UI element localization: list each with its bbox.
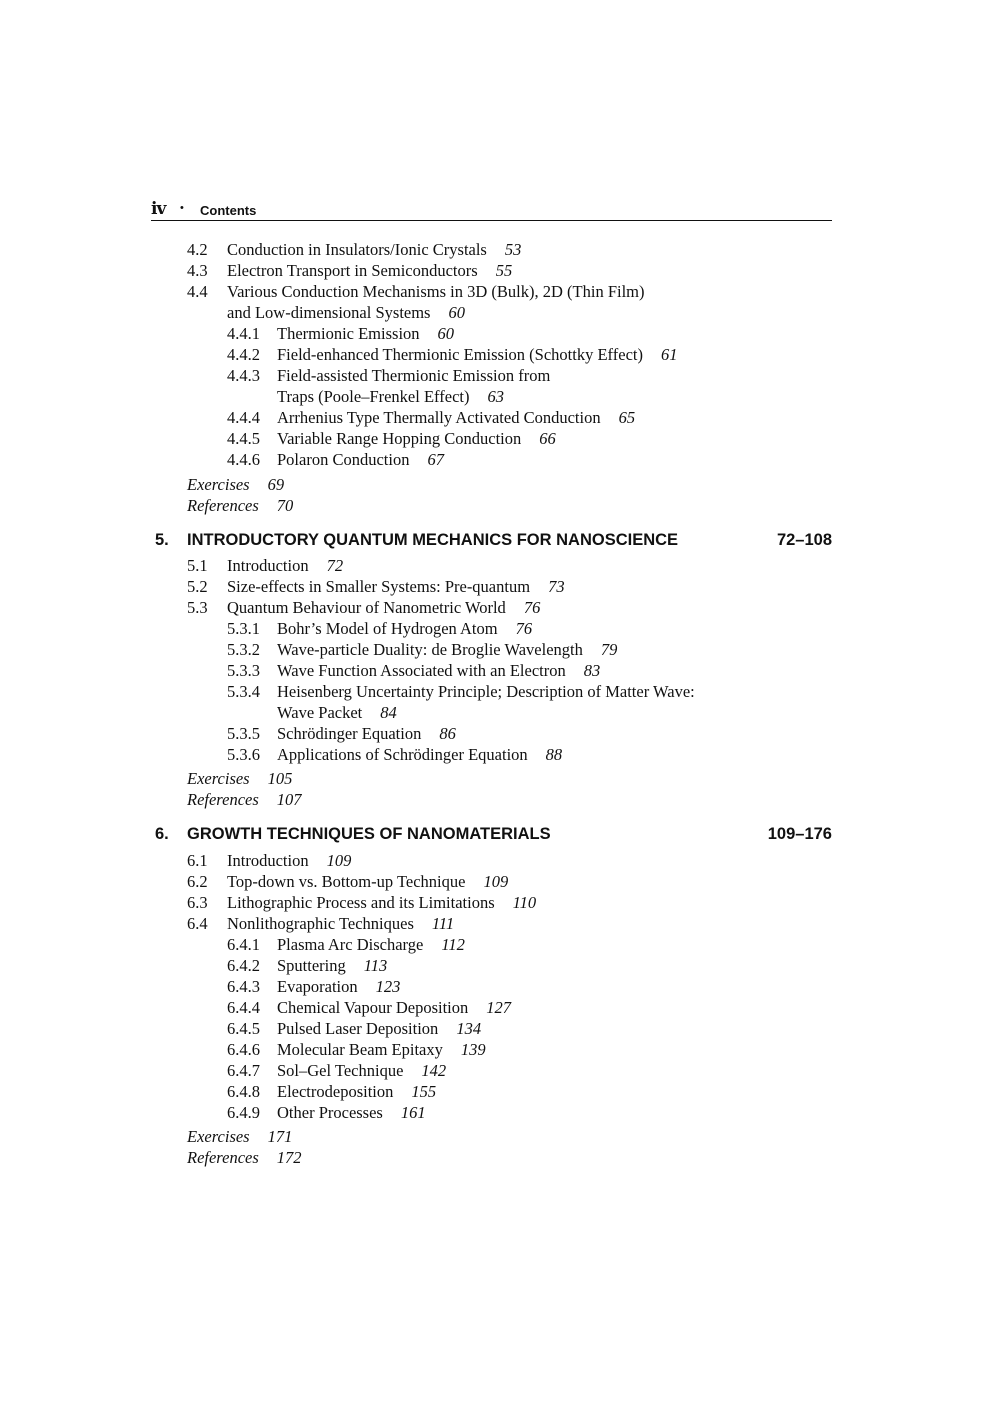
entry-title: Wave-particle Duality: de Broglie Wavelength [277, 640, 583, 659]
references-label: References [187, 790, 259, 809]
toc-entry[interactable] [187, 597, 540, 618]
entry-page: 109 [483, 872, 509, 891]
entry-title: Variable Range Hopping Conduction [277, 429, 522, 448]
toc-subentry[interactable] [227, 976, 400, 997]
header-title: Contents [200, 203, 257, 218]
toc-subentry[interactable] [227, 1081, 436, 1102]
entry-page: 112 [441, 935, 465, 954]
entry-title: Applications of Schrödinger Equation [277, 745, 528, 764]
toc-subentry[interactable] [227, 428, 556, 449]
entry-page: 88 [545, 745, 563, 764]
entry-page: 76 [515, 619, 533, 638]
entry-title: Top-down vs. Bottom-up Technique [227, 872, 466, 891]
entry-number: 4.4.5 [227, 429, 260, 448]
toc-exercises[interactable] [187, 474, 284, 495]
chapter-title: GROWTH TECHNIQUES OF NANOMATERIALS [187, 825, 551, 843]
entry-title: Introduction [227, 556, 309, 575]
entry-number: 6.4.2 [227, 956, 260, 975]
chapter-number: 5. [155, 531, 169, 549]
entry-title: Polaron Conduction [277, 450, 410, 469]
entry-page: 134 [456, 1019, 482, 1038]
entry-title: Pulsed Laser Deposition [277, 1019, 439, 1038]
toc-entry[interactable] [187, 576, 565, 597]
toc-subentry[interactable] [227, 449, 444, 470]
chapter-number: 6. [155, 825, 169, 843]
entry-title: Introduction [227, 851, 309, 870]
entry-page: 123 [375, 977, 401, 996]
entry-title: Bohr’s Model of Hydrogen Atom [277, 619, 498, 638]
entry-number: 6.2 [187, 872, 208, 891]
toc-entry[interactable] [187, 260, 512, 281]
toc-entry-continuation[interactable] [277, 702, 397, 723]
chapter-page-range: 109–176 [767, 825, 832, 843]
toc-subentry[interactable] [227, 744, 562, 765]
entry-page: 60 [448, 303, 465, 322]
toc-subentry[interactable] [227, 681, 695, 702]
entry-title: Other Processes [277, 1103, 383, 1122]
page-header [151, 199, 832, 221]
toc-subentry[interactable] [227, 618, 532, 639]
toc-entry[interactable] [187, 913, 454, 934]
entry-number: 6.4.9 [227, 1103, 260, 1122]
toc-entry[interactable] [187, 871, 508, 892]
entry-page: 61 [660, 345, 678, 364]
entry-title: Field-assisted Thermionic Emission from [277, 366, 551, 385]
entry-title-cont: and Low-dimensional Systems [227, 303, 431, 322]
entry-title: Wave Function Associated with an Electron [277, 661, 566, 680]
toc-entry-continuation[interactable] [277, 386, 504, 407]
toc-subentry[interactable] [227, 1018, 481, 1039]
entry-number: 5.3.3 [227, 661, 260, 680]
entry-title: Schrödinger Equation [277, 724, 422, 743]
toc-references[interactable] [187, 1147, 302, 1168]
entry-number: 4.4.4 [227, 408, 260, 427]
exercises-page: 69 [267, 475, 285, 494]
toc-entry[interactable] [187, 281, 645, 302]
entry-page: 110 [512, 893, 537, 912]
entry-title: Molecular Beam Epitaxy [277, 1040, 443, 1059]
entry-page: 67 [427, 450, 444, 469]
entry-title: Evaporation [277, 977, 358, 996]
entry-number: 6.4.4 [227, 998, 260, 1017]
exercises-page: 171 [267, 1127, 293, 1146]
entry-page: 111 [431, 914, 455, 933]
entry-number: 5.1 [187, 556, 208, 575]
header-page-number: iv [151, 199, 166, 219]
toc-subentry[interactable] [227, 955, 387, 976]
entry-number: 5.2 [187, 577, 208, 596]
toc-subentry[interactable] [227, 997, 511, 1018]
entry-number: 6.4.5 [227, 1019, 260, 1038]
entry-page: 86 [439, 724, 456, 743]
entry-number: 4.4.1 [227, 324, 260, 343]
entry-page: 161 [400, 1103, 426, 1122]
entry-number: 6.4.6 [227, 1040, 260, 1059]
entry-title: Various Conduction Mechanisms in 3D (Bulk), 2D (Thin Film) [227, 282, 645, 301]
entry-title: Thermionic Emission [277, 324, 420, 343]
entry-page: 63 [487, 387, 504, 406]
toc-subentry[interactable] [227, 365, 550, 386]
entry-title: Sputtering [277, 956, 346, 975]
entry-number: 5.3.6 [227, 745, 260, 764]
entry-title: Electrodeposition [277, 1082, 394, 1101]
entry-number: 6.4.3 [227, 977, 260, 996]
chapter-title: INTRODUCTORY QUANTUM MECHANICS FOR NANOSCIENCE [187, 531, 679, 549]
entry-number: 6.4.1 [227, 935, 260, 954]
entry-title: Quantum Behaviour of Nanometric World [227, 598, 506, 617]
entry-number: 6.4 [187, 914, 208, 933]
toc-subentry[interactable] [227, 660, 600, 681]
entry-page: 60 [437, 324, 455, 343]
entry-number: 6.3 [187, 893, 208, 912]
toc-exercises[interactable] [187, 768, 292, 789]
entry-number: 5.3.5 [227, 724, 260, 743]
toc-subentry[interactable] [227, 1060, 446, 1081]
toc-entry[interactable] [187, 850, 351, 871]
entry-page: 73 [548, 577, 565, 596]
entry-page: 65 [618, 408, 636, 427]
references-label: References [187, 1148, 259, 1167]
entry-page: 66 [539, 429, 556, 448]
entry-page: 109 [326, 851, 352, 870]
chapter-heading-6[interactable] [155, 823, 832, 845]
references-page: 172 [276, 1148, 302, 1167]
entry-page: 76 [523, 598, 541, 617]
entry-title: Arrhenius Type Thermally Activated Conduction [277, 408, 601, 427]
entry-number: 4.2 [187, 240, 208, 259]
entry-page: 83 [583, 661, 601, 680]
references-page: 70 [276, 496, 294, 515]
toc-references[interactable] [187, 495, 293, 516]
entry-title-cont: Wave Packet [277, 703, 363, 722]
entry-title: Sol–Gel Technique [277, 1061, 404, 1080]
chapter-page-range: 72–108 [776, 531, 832, 549]
entry-title: Lithographic Process and its Limitations [227, 893, 495, 912]
entry-number: 6.4.8 [227, 1082, 260, 1101]
entry-page: 139 [460, 1040, 486, 1059]
entry-number: 5.3 [187, 598, 208, 617]
chapter-heading-5[interactable] [155, 529, 832, 551]
toc-subentry[interactable] [227, 934, 465, 955]
entry-title: Conduction in Insulators/Ionic Crystals [227, 240, 487, 259]
entry-page: 79 [600, 640, 618, 659]
exercises-page: 105 [267, 769, 293, 788]
entry-page: 155 [411, 1082, 437, 1101]
toc-entry[interactable] [187, 555, 343, 576]
entry-page: 84 [380, 703, 397, 722]
toc-subentry[interactable] [227, 323, 454, 344]
references-page: 107 [276, 790, 302, 809]
toc-entry-continuation[interactable] [227, 302, 465, 323]
entry-page: 127 [486, 998, 511, 1017]
entry-page: 113 [363, 956, 388, 975]
entry-number: 4.4.6 [227, 450, 260, 469]
entry-page: 72 [326, 556, 344, 575]
entry-number: 4.4 [187, 282, 208, 301]
entry-title: Field-enhanced Thermionic Emission (Schottky Effect) [277, 345, 643, 364]
entry-title: Electron Transport in Semiconductors [227, 261, 478, 280]
toc-subentry[interactable] [227, 1102, 426, 1123]
toc-entry[interactable] [187, 892, 536, 913]
toc-subentry[interactable] [227, 1039, 486, 1060]
header-bullet: • [180, 202, 184, 214]
toc-subentry[interactable] [227, 344, 677, 365]
entry-number: 6.1 [187, 851, 208, 870]
toc-subentry[interactable] [227, 407, 635, 428]
references-label: References [187, 496, 259, 515]
toc-exercises[interactable] [187, 1126, 292, 1147]
exercises-label: Exercises [187, 769, 250, 788]
entry-title-cont: Traps (Poole–Frenkel Effect) [277, 387, 470, 406]
entry-number: 4.4.2 [227, 345, 260, 364]
entry-number: 5.3.4 [227, 682, 260, 701]
entry-number: 4.4.3 [227, 366, 260, 385]
entry-title: Size-effects in Smaller Systems: Pre-quantum [227, 577, 531, 596]
entry-number: 4.3 [187, 261, 208, 280]
entry-page: 142 [421, 1061, 447, 1080]
entry-number: 5.3.2 [227, 640, 260, 659]
exercises-label: Exercises [187, 1127, 250, 1146]
entry-page: 53 [504, 240, 522, 259]
entry-title: Heisenberg Uncertainty Principle; Description of Matter Wave: [277, 682, 695, 701]
toc-subentry[interactable] [227, 639, 617, 660]
entry-page: 55 [495, 261, 513, 280]
exercises-label: Exercises [187, 475, 250, 494]
entry-number: 5.3.1 [227, 619, 260, 638]
toc-references[interactable] [187, 789, 302, 810]
entry-number: 6.4.7 [227, 1061, 260, 1080]
toc-subentry[interactable] [227, 723, 456, 744]
entry-title: Nonlithographic Techniques [227, 914, 414, 933]
entry-title: Chemical Vapour Deposition [277, 998, 469, 1017]
entry-title: Plasma Arc Discharge [277, 935, 424, 954]
toc-entry[interactable] [187, 239, 521, 260]
